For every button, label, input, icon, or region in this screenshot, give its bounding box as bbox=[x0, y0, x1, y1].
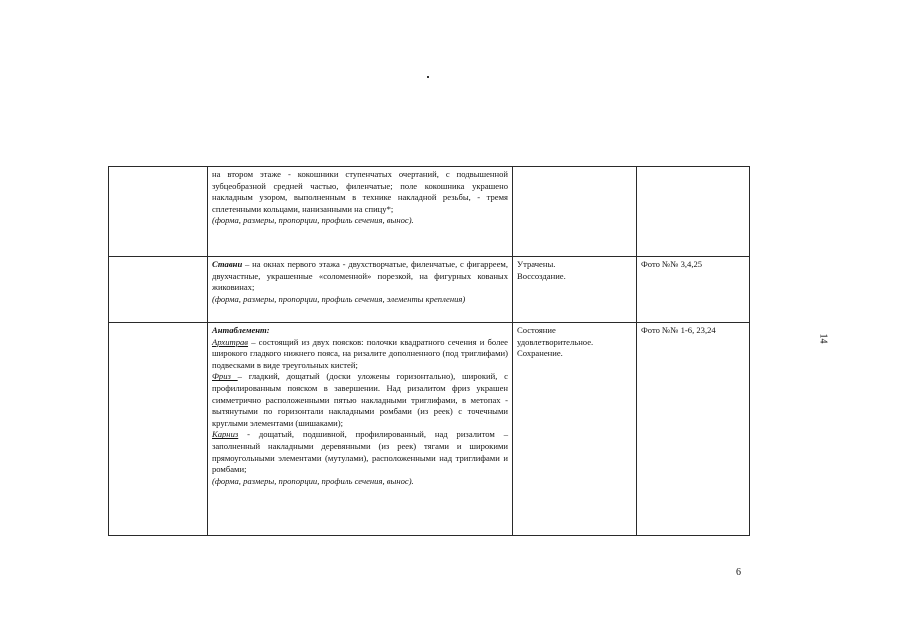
cell-photo: Фото №№ 1-6, 23,24 bbox=[637, 323, 750, 536]
element-term: Фриз bbox=[212, 371, 238, 382]
description-note: (форма, размеры, пропорции, профиль сечения, вынос). bbox=[212, 475, 414, 486]
element-heading: Антаблемент: bbox=[212, 325, 270, 335]
description-note: (форма, размеры, пропорции, профиль сечения, вынос). bbox=[212, 215, 414, 226]
cell-element-description bbox=[208, 167, 513, 257]
cell-photo: Фото №№ 3,4,25 bbox=[637, 257, 750, 323]
element-heading: Ставни bbox=[212, 259, 243, 269]
side-page-number: 14 bbox=[817, 333, 829, 344]
cell-state bbox=[513, 257, 637, 323]
element-term: Карниз bbox=[212, 429, 239, 440]
state-line: Воссоздание. bbox=[517, 270, 566, 281]
state-line: Утрачены. bbox=[517, 259, 556, 269]
table-row bbox=[109, 323, 750, 536]
cell-element-description bbox=[208, 257, 513, 323]
description-text: – на окнах первого этажа - двухстворчатые, филенчатые, с фигарреем, двухчастные, украшенные «соломенной» порезкой, на фигурных кованых жиковинах; bbox=[212, 259, 508, 293]
scan-speck bbox=[427, 76, 429, 78]
description-text: - дощатый, подшивной, профилированный, над ризалитом – заполненный накладными деревянными (из реек) тягами и широкими прямоугольными элементами (мутулами), расположенными над триглифами и ромбами; bbox=[212, 429, 508, 475]
cell-state bbox=[513, 167, 637, 257]
description-paragraph bbox=[212, 429, 508, 475]
description-text: – состоящий из двух поясков: полочки квадратного сечения и более широкого гладкого нижнего пояса, на ризалите дополненного (под триглифами) подвесками в виде треугольных кистей; bbox=[212, 336, 508, 370]
table-row bbox=[109, 257, 750, 323]
cell-photo bbox=[637, 167, 750, 257]
description-paragraph bbox=[212, 259, 508, 294]
page-number: 6 bbox=[736, 567, 741, 578]
cell-empty bbox=[109, 257, 208, 323]
cell-state bbox=[513, 323, 637, 536]
description-text: на втором этаже - кокошники ступенчатых очертаний, с подвышенной зубцеобразной средней частью, филенчатые; поле кокошника украшено накладным узором, выполненным в технике накладной резьбы, - тремя сплетенными кольцами, нанизанными на спицу*; bbox=[212, 169, 508, 214]
state-line: удовлетворительное. bbox=[517, 336, 594, 347]
cell-empty bbox=[109, 323, 208, 536]
state-line: Сохранение. bbox=[517, 348, 563, 359]
table-row bbox=[109, 167, 750, 257]
description-note: (форма, размеры, пропорции, профиль сечения, элементы крепления) bbox=[212, 293, 466, 304]
cell-empty bbox=[109, 167, 208, 257]
objects-table bbox=[108, 166, 750, 536]
description-paragraph bbox=[212, 371, 508, 429]
description-paragraph bbox=[212, 337, 508, 372]
state-line: Состояние bbox=[517, 325, 556, 335]
cell-element-description bbox=[208, 323, 513, 536]
element-term: Архитрав bbox=[212, 336, 249, 347]
description-text: – гладкий, дощатый (доски уложены горизонтально), широкий, с профилированным пояском в завершении. Над ризалитом фриз украшен симметрично расположенными пятью накладными триглифами, в метопах - вытянутыми по горизонтали накладными ромбами (из реек) с точечными круглыми элементами (шишаками); bbox=[212, 371, 508, 428]
